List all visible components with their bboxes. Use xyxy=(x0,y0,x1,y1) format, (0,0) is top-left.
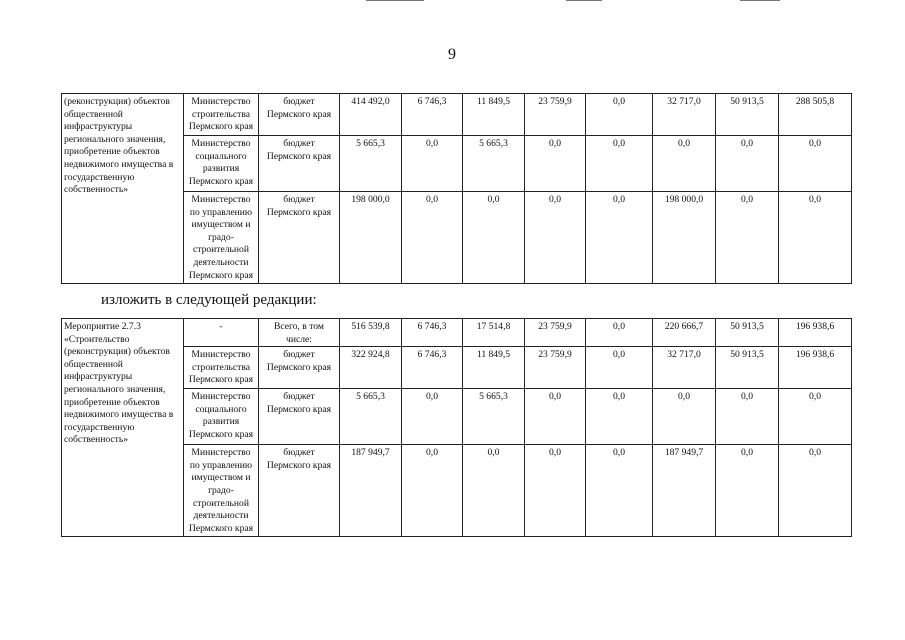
value-cell: 0,0 xyxy=(463,192,525,284)
value-cell: 6 746,3 xyxy=(402,347,463,389)
source-cell: Всего, в том числе: xyxy=(259,319,340,347)
total-cell: 414 492,0 xyxy=(340,94,402,136)
value-cell: 5 665,3 xyxy=(463,389,525,445)
value-cell: 6 746,3 xyxy=(402,319,463,347)
value-cell: 23 759,9 xyxy=(525,94,586,136)
value-cell: 50 913,5 xyxy=(716,319,779,347)
value-cell: 0,0 xyxy=(586,389,653,445)
scan-artifact xyxy=(366,0,424,1)
total-cell: 5 665,3 xyxy=(340,389,402,445)
table-row xyxy=(62,319,852,347)
value-cell: 198 000,0 xyxy=(653,192,716,284)
source-cell: бюджет Пермского края xyxy=(259,192,340,284)
value-cell: 0,0 xyxy=(716,445,779,537)
value-cell: 220 666,7 xyxy=(653,319,716,347)
value-cell: 0,0 xyxy=(653,389,716,445)
value-cell: 0,0 xyxy=(779,192,852,284)
value-cell: 0,0 xyxy=(402,389,463,445)
value-cell: 17 514,8 xyxy=(463,319,525,347)
value-cell: 288 505,8 xyxy=(779,94,852,136)
value-cell: 0,0 xyxy=(779,445,852,537)
executor-cell: Министерство строительства Пермского края xyxy=(184,94,259,136)
value-cell: 0,0 xyxy=(716,192,779,284)
value-cell: 23 759,9 xyxy=(525,347,586,389)
value-cell: 0,0 xyxy=(402,445,463,537)
total-cell: 198 000,0 xyxy=(340,192,402,284)
value-cell: 0,0 xyxy=(525,136,586,192)
executor-cell: Министерство строительства Пермского края xyxy=(184,347,259,389)
executor-cell: Министерство по управлению имуществом и градо-строительной деятельности Пермского края xyxy=(184,192,259,284)
executor-cell: - xyxy=(184,319,259,347)
value-cell: 32 717,0 xyxy=(653,94,716,136)
executor-cell: Министерство социального развития Пермского края xyxy=(184,389,259,445)
total-cell: 516 539,8 xyxy=(340,319,402,347)
value-cell: 0,0 xyxy=(463,445,525,537)
value-cell: 0,0 xyxy=(525,192,586,284)
value-cell: 0,0 xyxy=(586,192,653,284)
source-cell: бюджет Пермского края xyxy=(259,389,340,445)
value-cell: 50 913,5 xyxy=(716,347,779,389)
value-cell: 187 949,7 xyxy=(653,445,716,537)
value-cell: 0,0 xyxy=(716,389,779,445)
value-cell: 0,0 xyxy=(586,445,653,537)
old-table xyxy=(61,93,852,284)
section-heading: изложить в следующей редакции: xyxy=(101,292,317,308)
value-cell: 0,0 xyxy=(586,319,653,347)
value-cell: 0,0 xyxy=(525,389,586,445)
new-table xyxy=(61,318,852,537)
value-cell: 0,0 xyxy=(653,136,716,192)
page-number: 9 xyxy=(448,46,456,63)
value-cell: 50 913,5 xyxy=(716,94,779,136)
value-cell: 0,0 xyxy=(779,136,852,192)
value-cell: 11 849,5 xyxy=(463,94,525,136)
value-cell: 11 849,5 xyxy=(463,347,525,389)
value-cell: 6 746,3 xyxy=(402,94,463,136)
total-cell: 5 665,3 xyxy=(340,136,402,192)
scan-artifact xyxy=(566,0,602,1)
value-cell: 0,0 xyxy=(586,347,653,389)
value-cell: 23 759,9 xyxy=(525,319,586,347)
total-cell: 187 949,7 xyxy=(340,445,402,537)
source-cell: бюджет Пермского края xyxy=(259,136,340,192)
value-cell: 0,0 xyxy=(586,94,653,136)
value-cell: 0,0 xyxy=(586,136,653,192)
value-cell: 5 665,3 xyxy=(463,136,525,192)
scan-artifact xyxy=(740,0,780,1)
executor-cell: Министерство социального развития Пермского края xyxy=(184,136,259,192)
total-cell: 322 924,8 xyxy=(340,347,402,389)
activity-cell: (реконструкция) объектов общественной инфраструктуры регионального значения, приобретение объектов недвижимого имущества в государственную собственность» xyxy=(62,94,184,284)
source-cell: бюджет Пермского края xyxy=(259,94,340,136)
value-cell: 0,0 xyxy=(525,445,586,537)
value-cell: 0,0 xyxy=(716,136,779,192)
value-cell: 196 938,6 xyxy=(779,347,852,389)
value-cell: 32 717,0 xyxy=(653,347,716,389)
source-cell: бюджет Пермского края xyxy=(259,445,340,537)
activity-cell: Мероприятие 2.7.3 «Строительство (реконструкция) объектов общественной инфраструктуры регионального значения, приобретение объектов недвижимого имущества в государственную собственность» xyxy=(62,319,184,537)
value-cell: 196 938,6 xyxy=(779,319,852,347)
value-cell: 0,0 xyxy=(402,192,463,284)
table-row xyxy=(62,94,852,136)
value-cell: 0,0 xyxy=(779,389,852,445)
value-cell: 0,0 xyxy=(402,136,463,192)
source-cell: бюджет Пермского края xyxy=(259,347,340,389)
executor-cell: Министерство по управлению имуществом и градо-строительной деятельности Пермского края xyxy=(184,445,259,537)
